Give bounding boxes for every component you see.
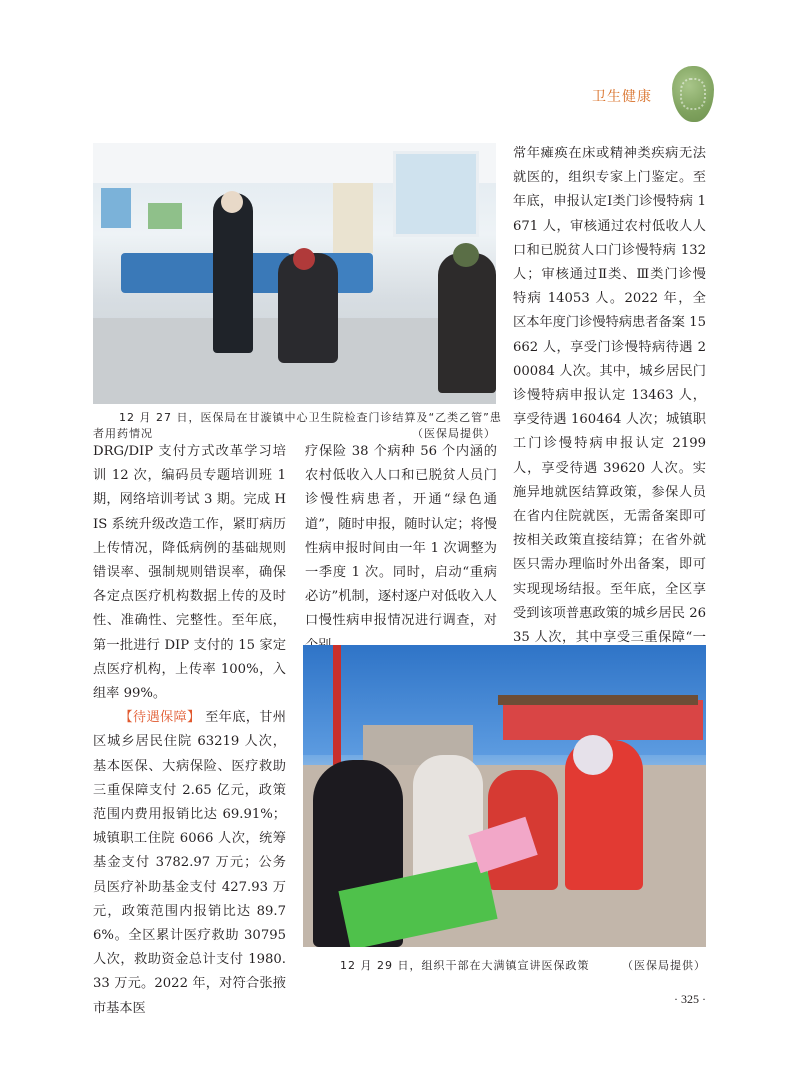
top-photo-caption xyxy=(93,410,502,442)
bottom-caption-credit: （医保局提供） xyxy=(622,959,706,972)
middle-para: 疗保险 38 个病种 56 个内涵的农村低收入人口和已脱贫人员门诊慢性病患者，开通“绿色通道”，随时申报，随时认定；将慢性病申报时间由一年 1 次调整为一季度 1 次。同时，启动“重病必访”机制，逐村逐户对低收入人口慢性病申报情况进行调查，对 xyxy=(305,444,497,629)
right-column xyxy=(513,142,706,674)
left-para2: 至年底，甘州区城乡居民住院 63219 人次，基本医保、大病保险、医疗救助三重保障支付 2.65 亿元，政策范围内费用报销比达 69.91%；城镇职工住院 6066 人次，统筹基金支付 3782.97 万元；公务员医疗补助基金支付 427.93 万元，政策范围内报销比达 89.76%。全区累计医疗救助 30795 人次，救助资金总计支付 1980.33 万元。2022 年，对符合张掖市基本医 xyxy=(93,710,286,1016)
middle-column xyxy=(305,440,497,658)
clinic-inspection-photo xyxy=(93,143,496,404)
top-caption-line1: 12 月 27 日，医保局在甘漩镇中心卫生院检查门诊结算及“乙类乙管”患 xyxy=(119,411,502,424)
seal-logo-icon xyxy=(672,66,714,122)
right-para: 常年瘫痪在床或精神类疾病无法就医的，组织专家上门鉴定。至年底，申报认定Ⅰ类门诊慢特病 1671 人，审核通过农村低收人人口和已脱贫人口门诊慢特病 132 人；审核通过Ⅱ类、Ⅲ类门诊慢特病 14053 人。2022 年，全区本年度门诊慢特病患者备案 15662 人，享受门诊慢特病待遇 200084 人次。其中，城乡居民门诊慢特病申报认定 13463 人，享受待遇 160464 人次；城镇职工门诊慢特病申报认定 2199 人，享受待遇 39620 人次。实施异地就医结算政策，参保人员在省内住院就医，无需备案即可按相关政策直接结算；在省外就医只需办理临时外出备案，即可实现现场结报。至年底，全区享受到该项普惠政策的城乡居民 2635 人次，其中享受三重保障“一 xyxy=(513,146,706,646)
bottom-caption-text: 12 月 29 日，组织干部在大满镇宣讲医保政策 xyxy=(340,959,590,972)
section-label: 卫生健康 xyxy=(592,89,652,105)
bottom-photo-caption xyxy=(340,958,706,974)
benefit-heading: 【待遇保障】 xyxy=(119,710,201,726)
policy-promotion-photo xyxy=(303,645,706,947)
top-caption-line2: 者用药情况 xyxy=(93,427,153,440)
left-column xyxy=(93,440,286,1021)
top-caption-credit: （医保局提供） xyxy=(412,427,496,440)
page-number: · 325 · xyxy=(674,992,706,1006)
left-para1: DRG/DIP 支付方式改革学习培训 12 次，编码员专题培训班 1 期，网络培训考试 3 期。完成 HIS 系统升级改造工作，紧盯病历上传情况，降低病例的基础规则错误率、强制规则错误率，确保各定点医疗机构数据上传的及时性、准确性、完整性。至年底，第一批进行 DIP 支付的 15 家定点医疗机构，上传率 100%，入组率 99%。 xyxy=(93,444,286,702)
